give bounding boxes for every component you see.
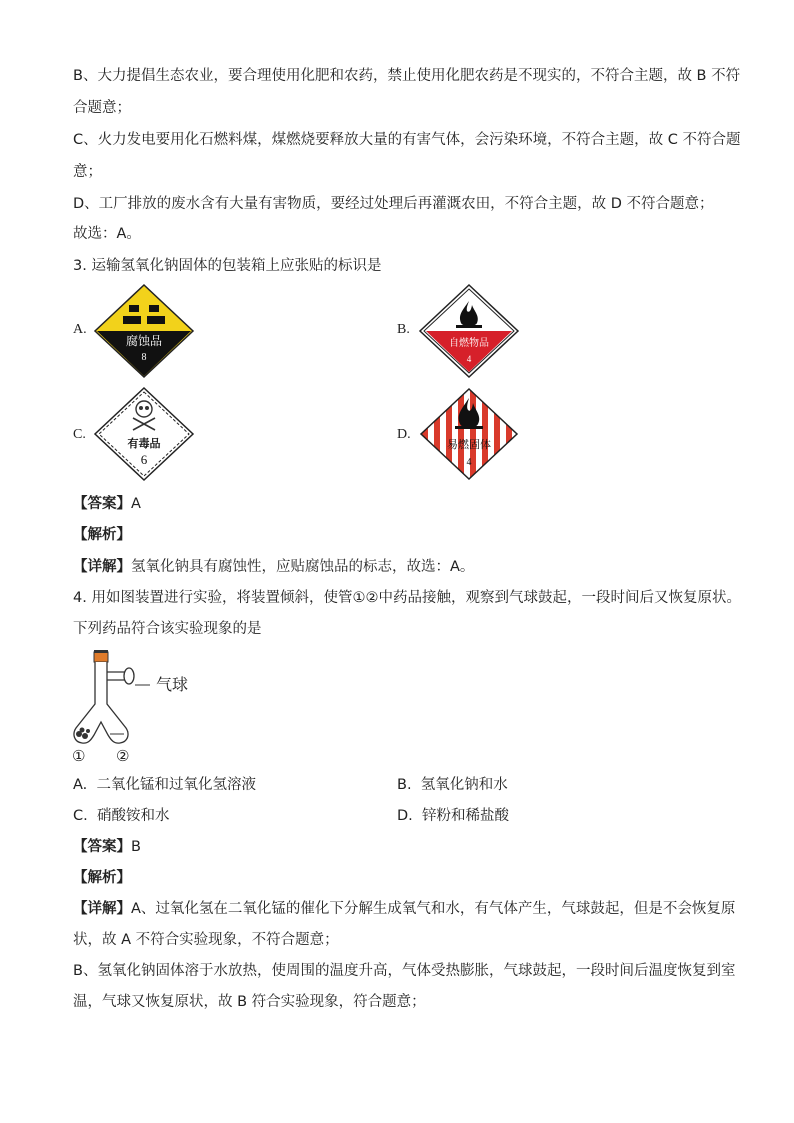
option-letter: B. <box>397 777 412 793</box>
option-letter: C. <box>73 808 88 824</box>
detail-line <box>73 899 735 919</box>
q4-option-d <box>397 806 509 826</box>
option-d-letter: D. <box>397 427 411 442</box>
y-tube-apparatus-figure <box>68 648 218 766</box>
text-line: B、大力提倡生态农业，要合理使用化肥和农药，禁止使用化肥农药是不现实的，不符合主题，故 B 不符 <box>73 68 741 84</box>
test-tube-icon <box>129 305 139 312</box>
detail-line: B、氢氧化钠固体溶于水放热，使周围的温度升高，气体受热膨胀，气球鼓起，一段时间后温度恢复到室 <box>73 963 736 979</box>
option-text: 硝酸铵和水 <box>96 808 170 824</box>
sign-label: 自燃物品 <box>449 338 489 349</box>
q4-option-a <box>73 775 256 795</box>
q4-option-c <box>73 806 169 826</box>
option-letter: A. <box>73 777 88 793</box>
balloon-icon <box>124 668 134 684</box>
sign-label: 有毒品 <box>127 437 161 450</box>
option-c-letter: C. <box>73 427 86 442</box>
detail-label: 【详解】 <box>73 559 131 575</box>
corrosive-sign <box>93 283 195 379</box>
flammable-solid-sign <box>418 386 520 482</box>
sign-label: 腐蚀品 <box>125 334 163 348</box>
stopper-icon <box>94 652 108 662</box>
text-line: 意； <box>73 164 102 180</box>
option-a-letter: A. <box>73 322 87 337</box>
question-4-stem: 下列药品符合该实验现象的是 <box>73 621 262 637</box>
hand-icon <box>123 316 141 324</box>
balloon-label: 气球 <box>156 675 189 694</box>
option-letter: D. <box>397 808 413 824</box>
analysis-line <box>73 868 131 888</box>
analysis-label: 【解析】 <box>73 870 131 886</box>
q4-option-b <box>397 775 508 795</box>
detail-text: A、过氧化氢在二氧化锰的催化下分解生成氧气和水，有气体产生，气球鼓起，但是不会恢复原 <box>131 901 736 917</box>
detail-line: 温，气球又恢复原状，故 B 符合实验现象，符合题意； <box>73 994 426 1010</box>
question-3-stem: 3. 运输氢氧化钠固体的包装箱上应张贴的标识是 <box>73 258 382 274</box>
tube-1-label: ① <box>72 747 86 765</box>
sign-class-number: 4 <box>466 457 472 468</box>
sign-class-number: 6 <box>140 452 148 467</box>
detail-line: 状，故 A 不符合实验现象，不符合题意； <box>73 932 339 948</box>
option-text: 锌粉和稀盐酸 <box>422 808 509 824</box>
spontaneous-combustion-sign <box>418 283 520 379</box>
answer-label: 【答案】 <box>73 839 131 855</box>
tube-2-label: ② <box>116 747 130 765</box>
text-line: 合题意； <box>73 100 131 116</box>
answer-line <box>73 494 141 514</box>
answer-value: A <box>131 496 141 512</box>
question-4-stem: 4. 用如图装置进行实验，将装置倾斜，使管①②中药品接触，观察到气球鼓起，一段时间后又恢复原状。 <box>73 590 741 606</box>
detail-line <box>73 557 474 577</box>
text-line: C、火力发电要用化石燃料煤，煤燃烧要释放大量的有害气体，会污染环境，不符合主题，故 C 不符合题 <box>73 132 741 148</box>
answer-line <box>73 837 141 857</box>
sign-class-number: 4 <box>466 354 472 364</box>
answer-value: B <box>131 839 141 855</box>
detail-label: 【详解】 <box>73 901 131 917</box>
option-text: 二氧化锰和过氧化氢溶液 <box>96 777 256 793</box>
answer-label: 【答案】 <box>73 496 131 512</box>
analysis-line <box>73 525 131 545</box>
text-line: D、工厂排放的废水含有大量有害物质，要经过处理后再灌溉农田，不符合主题，故 D 不符合题意； <box>73 196 714 212</box>
option-text: 氢氧化钠和水 <box>420 777 508 793</box>
text-line: 故选：A。 <box>73 226 141 242</box>
sign-class-number: 8 <box>141 352 147 363</box>
analysis-label: 【解析】 <box>73 527 131 543</box>
sign-label: 易燃固体 <box>447 438 491 451</box>
option-b-letter: B. <box>397 322 410 337</box>
toxic-sign <box>93 386 195 482</box>
detail-text: 氢氧化钠具有腐蚀性，应贴腐蚀品的标志，故选：A。 <box>131 559 475 575</box>
